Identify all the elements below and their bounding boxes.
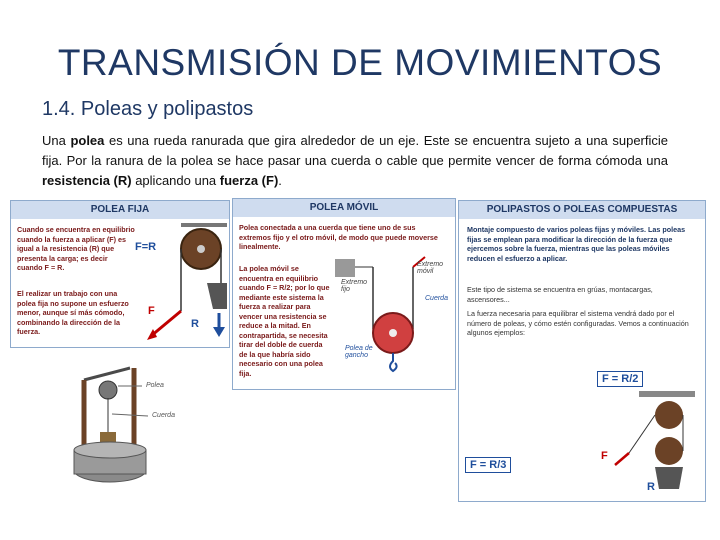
polipastos-text-2: Este tipo de sistema se encuentra en grúas, montacargas, ascensores... [467, 285, 653, 304]
label-polea-gancho: Polea de gancho [345, 345, 373, 359]
polea-fija-formula: F=R [135, 241, 157, 253]
polipastos-text-1: Montaje compuesto de varios poleas fijas y móviles. Las poleas fijas se emplean para modificar la dirección de la fuerza que ejercemos sobre la fuerza, mientras que las poleas móviles reducen el esfuerzo a aplicar. [467, 225, 686, 263]
well-illustration [72, 350, 222, 500]
polipastos-text-3: La fuerza necesaria para equilibrar el sistema vendrá dado por el número de poleas, y cómo estén configuradas. Vemos a continuación algunos ejemplos: [467, 309, 689, 337]
polipastos-title: POLIPASTOS O POLEAS COMPUESTAS [459, 201, 705, 219]
polea-movil-text-1: Polea conectada a una cuerda que tiene uno de sus extremos fijo y el otro móvil, de modo que puede moverse linealmente. [239, 223, 438, 251]
polea-fija-panel [10, 200, 230, 348]
polea-movil-title: POLEA MÓVIL [233, 199, 455, 217]
polea-fija-label-f: F [148, 305, 155, 317]
well-label-cuerda: Cuerda [152, 412, 175, 419]
page-title: TRANSMISIÓN DE MOVIMIENTOS [57, 42, 663, 83]
polea-movil-panel [232, 198, 456, 390]
polea-fija-title: POLEA FIJA [11, 201, 229, 219]
label-cuerda: Cuerda [425, 295, 448, 302]
polipastos-formula-1: F = R/2 [597, 371, 643, 387]
polipastos-label-f: F [601, 450, 608, 462]
polipastos-label-r: R [647, 481, 655, 493]
polipastos-panel [458, 200, 706, 502]
polea-movil-text-2: La polea móvil se encuentra en equilibrio cuando F = R/2; por lo que mediante este sistema la fuerza a realizar para vencer una resistencia se reduce a la mitad. En contrapartida, se necesita tirar del doble de cuerda de la que habría sido necesario con una polea fija. [239, 264, 330, 378]
intro-paragraph: Una polea es una rueda ranurada que gira alrededor de un eje. Este se encuentra sujeto a una superficie fija. Por la ranura de la polea se hace pasar una cuerda o cable que permite vencer de forma cómoda una resistencia (R) aplicando una fuerza (F). [42, 133, 668, 188]
section-heading: 1.4. Poleas y polipastos [42, 98, 254, 120]
polea-fija-illustration [141, 221, 227, 345]
polipastos-formula-2: F = R/3 [465, 457, 511, 473]
label-extremo-movil: Extremo móvil [417, 261, 444, 275]
well-label-polea: Polea [146, 382, 164, 389]
polea-fija-label-r: R [191, 318, 199, 330]
polea-fija-text-2: El realizar un trabajo con una polea fija no supone un esfuerzo menor, aunque sí más cómodo, combinando la dirección de la fuerza. [17, 289, 129, 336]
polea-fija-text-1: Cuando se encuentra en equilibrio cuando la fuerza a aplicar (F) es igual a la resistencia (R) que presenta la carga; es decir cuando F = R. [17, 225, 135, 272]
label-extremo-fijo: Extremo fijo [341, 279, 368, 293]
